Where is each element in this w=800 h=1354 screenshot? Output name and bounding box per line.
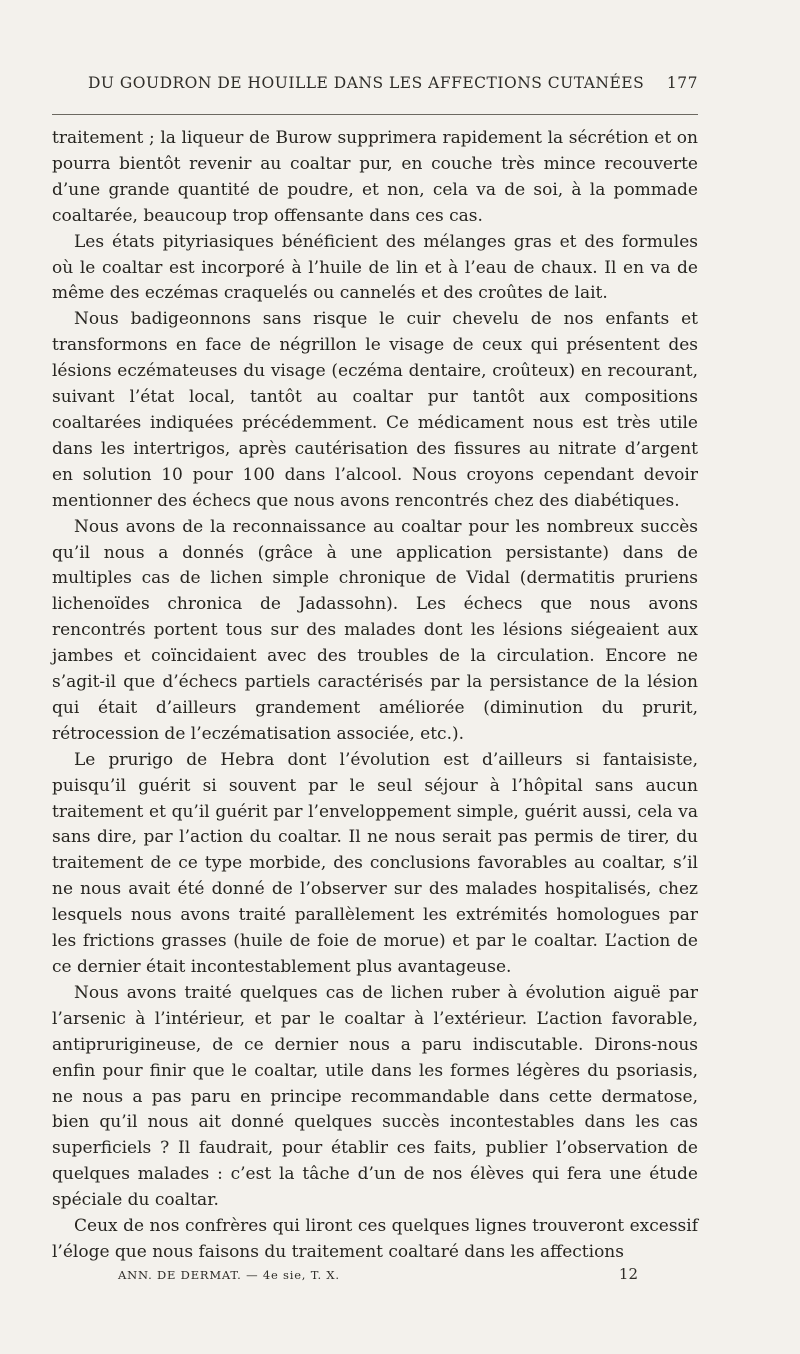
paragraph: Les états pityriasiques bénéficient des mélanges gras et des formules où le coaltar est incorporé à l’huile de lin et à l’eau de chaux. Il en va de même des eczémas craquelés ou cannelés et des croûtes de lait. (52, 231, 698, 304)
running-title: DU GOUDRON DE HOUILLE DANS LES AFFECTIONS CUTANÉES (88, 74, 645, 92)
paragraph: Nous badigeonnons sans risque le cuir chevelu de nos enfants et transformons en face de négrillon le visage de ceux qui présentent des lésions eczémateuses du visage (eczéma dentaire, croûteux) en recourant, suivant l’état local, tantôt au coaltar pur tantôt aux compositions coaltarées indiquées précédemment. Ce médicament nous est très utile dans les intertrigos, après cautérisation des fissures au nitrate d’argent en solution 10 pour 100 dans l’alcool. Nous croyons cependant devoir mentionner des échecs que nous avons rencontrés chez des diabétiques. (52, 309, 698, 511)
body-text (52, 126, 698, 1266)
page-number: 177 (666, 74, 698, 92)
header-rule (52, 114, 698, 115)
sheet-number: 12 (618, 1265, 638, 1283)
paragraph: traitement ; la liqueur de Burow supprimera rapidement la sécrétion et on pourra bientôt revenir au coaltar pur, en couche très mince recouverte d’une grande quantité de poudre, et non, cela va de soi, à la pommade coaltarée, beaucoup trop offensante dans ces cas. (52, 128, 698, 226)
journal-signature: ANN. DE DERMAT. — 4e sie, T. X. (118, 1268, 340, 1282)
paragraph: Ceux de nos confrères qui liront ces quelques lignes trouveront excessif l’éloge que nous faisons du traitement coaltaré dans les affections (52, 1216, 698, 1262)
paragraph: Nous avons de la reconnaissance au coaltar pour les nombreux succès qu’il nous a donnés (grâce à une application persistante) dans de multiples cas de lichen simple chronique de Vidal (dermatitis pruriens lichenoïdes chronica de Jadassohn). Les échecs que nous avons rencontrés portent tous sur des malades dont les lésions siégeaient aux jambes et coïncidaient avec des troubles de la circulation. Encore ne s’agit-il que d’échecs partiels caractérisés par la persistance de la lésion qui était d’ailleurs grandement améliorée (diminution du prurit, rétrocession de l’eczématisation associée, etc.). (52, 516, 698, 744)
paragraph: Nous avons traité quelques cas de lichen ruber à évolution aiguë par l’arsenic à l’intérieur, et par le coaltar à l’extérieur. L’action favorable, antiprurigineuse, de ce dernier nous a paru indiscutable. Dirons-nous enfin pour finir que le coaltar, utile dans les formes légères du psoriasis, ne nous a pas paru en principe recommandable dans cette dermatose, bien qu’il nous ait donné quelques succès incontestables dans les cas superficiels ? Il faudrait, pour établir ces faits, publier l’observation de quelques malades : c’est la tâche d’un de nos élèves qui fera une étude spéciale du coaltar. (52, 982, 698, 1211)
paragraph: Le prurigo de Hebra dont l’évolution est d’ailleurs si fantaisiste, puisqu’il guérit si souvent par le seul séjour à l’hôpital sans aucun traitement et qu’il guérit par l’enveloppement simple, guérit aussi, cela va sans dire, par l’action du coaltar. Il ne nous serait pas permis de tirer, du traitement de ce type morbide, des conclusions favorables au coaltar, s’il ne nous avait été donné de l’observer sur des malades hospitalisés, chez lesquels nous avons traité parallèlement les extrémités homologues par les frictions grasses (huile de foie de morue) et par le coaltar. L’action de ce dernier était incontestablement plus avantageuse. (52, 749, 698, 977)
running-head (52, 74, 698, 92)
footer (118, 1265, 638, 1283)
